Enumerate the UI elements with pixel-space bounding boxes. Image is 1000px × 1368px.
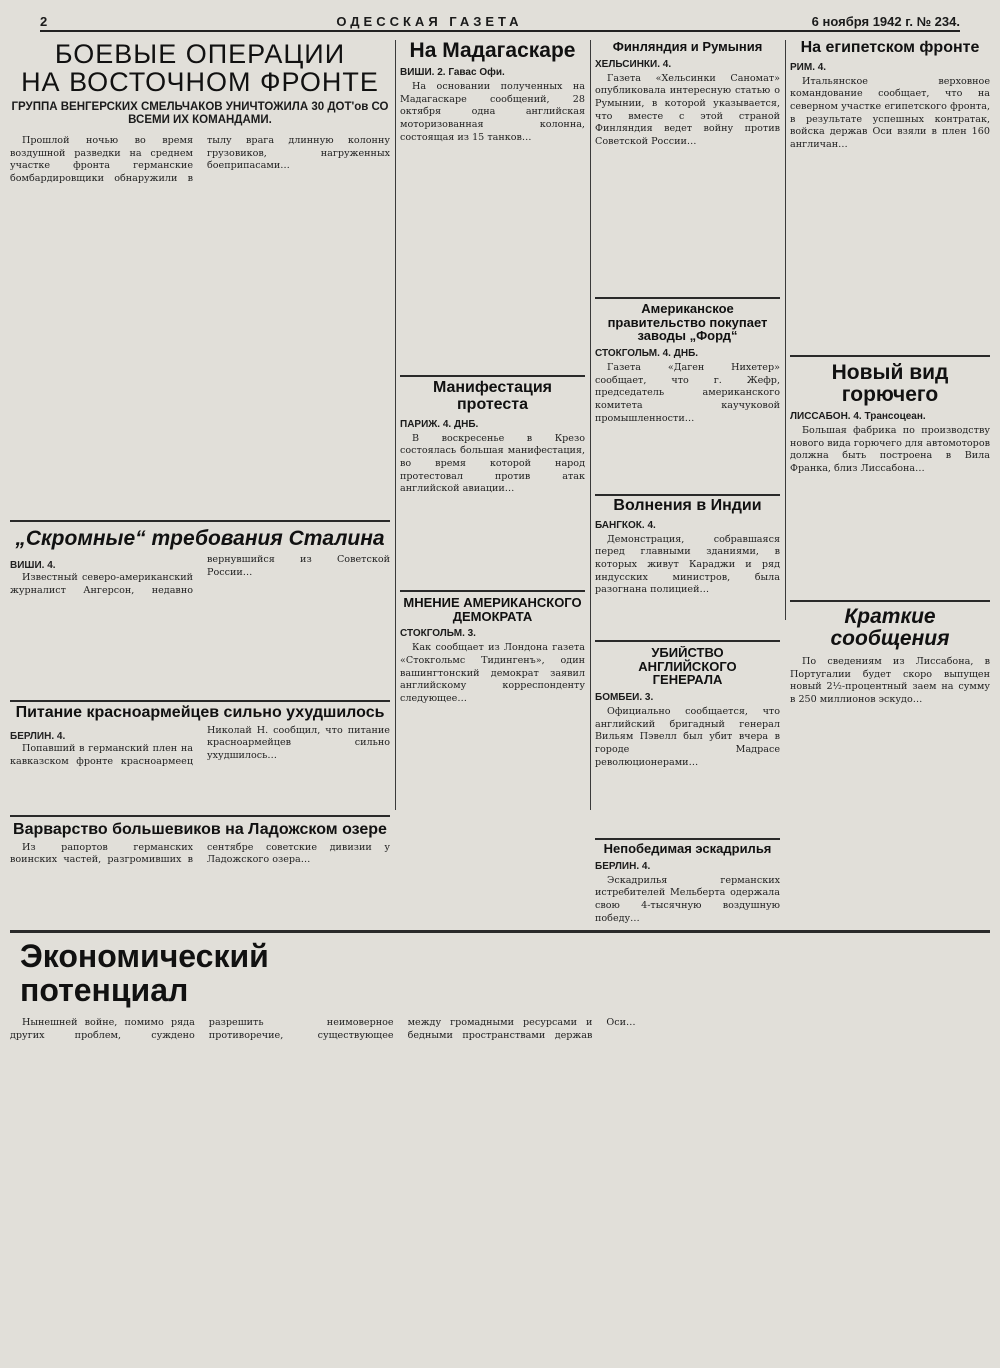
- article-title: Краткие: [844, 606, 936, 628]
- article-body: БЕРЛИН. 4. Попавший в германский плен на кавказском фронте красноармеец Николай Н. сообщил, что питание красноармейцев сильно ухудшилось…: [10, 724, 390, 767]
- divider: [10, 930, 990, 933]
- article-title: ГЕНЕРАЛА: [652, 672, 723, 688]
- article-finland-romania: [595, 40, 780, 290]
- divider: [595, 838, 780, 840]
- article-title: Варварство большевиков на Ладожском озере: [13, 822, 387, 838]
- article-dateline: ХЕЛЬСИНКИ. 4.: [595, 58, 672, 70]
- divider: [595, 494, 780, 496]
- article-title: МНЕНИЕ АМЕРИКАНСКОГО ДЕМОКРАТА: [403, 596, 582, 624]
- article-economic: [10, 940, 990, 1365]
- article-title: Новый вид: [831, 362, 949, 384]
- divider: [595, 640, 780, 642]
- article-briefs: [790, 606, 990, 926]
- issue-date: 6 ноября 1942 г. № 234.: [811, 13, 960, 29]
- article-body: Газета «Хельсинки Саномат» опубликовала интересную статью о Румынии, в которой указывается, что вместе с этой страной Финляндия ведет войну против Советской России…: [595, 72, 780, 147]
- article-body: Прошлой ночью во время воздушной разведки на среднем участке фронта германские бомбардировщики обнаружили в тылу врага длинную колонну грузовиков, нагруженных боеприпасами…: [10, 135, 390, 185]
- article-protest: [400, 380, 585, 590]
- article-body: По сведениям из Лиссабона, в Португалии будет скоро выпущен новый 2½-процентный заем на сумму в 250 миллионов эскудо…: [790, 656, 990, 706]
- article-dateline: РИМ. 4.: [790, 61, 827, 73]
- article-dateline: ПАРИЖ. 4. ДНБ.: [400, 418, 479, 430]
- article-title: БОЕВЫЕ ОПЕРАЦИИ: [54, 40, 346, 69]
- article-body: ВИШИ. 4. Известный северо-американский журналист Ангерсон, недавно вернувшийся из Советской России…: [10, 554, 390, 596]
- article-title: „Скромные“ требования Сталина: [15, 528, 385, 550]
- article-body: Официально сообщается, что английский бригадный генерал Вильям Пэвелл был убит вчера в городе Мадрасе революционерами…: [595, 705, 780, 768]
- page-number: 2: [40, 13, 48, 29]
- column-rule: [590, 40, 591, 810]
- article-dateline: БЕРЛИН. 4.: [595, 860, 651, 872]
- article-red-army: [10, 705, 390, 815]
- divider: [10, 520, 390, 522]
- article-title: На Мадагаскаре: [409, 40, 576, 62]
- article-title: заводы „Форд“: [637, 328, 738, 344]
- article-title: Манифестация протеста: [432, 380, 553, 413]
- article-body: На основании полученных на Мадагаскаре сообщений, 28 октября одна английская моторизованная колонна, состоящая из 15 танков…: [400, 81, 585, 143]
- divider: [400, 590, 585, 592]
- article-title: Непобедимая эскадрилья: [603, 842, 772, 856]
- article-ladoga: [10, 822, 390, 924]
- article-body: Итальянское верховное командование сообщает, что на северном участке египетского фронта, в результате успешных контратак, войска держав Оси взяли в плен 160 англичан…: [790, 75, 990, 151]
- column-rule: [785, 40, 786, 620]
- article-dateline: БОМБЕИ. 3.: [595, 691, 654, 703]
- article-body: Из рапортов германских воинских частей, разгромивших в сентябре советские дивизии у Ладожского озера…: [10, 841, 390, 866]
- article-squadron: [595, 842, 780, 927]
- article-title: Питание красноармейцев сильно ухудшилось: [15, 705, 385, 721]
- divider: [790, 355, 990, 357]
- divider: [10, 815, 390, 817]
- article-dateline: СТОКГОЛЬМ. 4. ДНБ.: [595, 347, 699, 359]
- article-stalin-demands: [10, 528, 390, 698]
- article-title: НА ВОСТОЧНОМ ФРОНТЕ: [21, 67, 379, 98]
- newspaper-name: ОДЕССКАЯ ГАЗЕТА: [336, 13, 523, 29]
- article-east-front: [10, 40, 390, 510]
- article-india: [595, 498, 780, 638]
- article-body: Нынешней войне, помимо ряда других проблем, суждено разрешить неимоверное противоречие, существующее между громадными ресурсами и бедными пространствами держав Оси…: [10, 1017, 636, 1041]
- article-egypt-front: [790, 40, 990, 360]
- article-body: Газета «Даген Нихетер» сообщает, что г. Жефр, председатель американского комитета каучуковой промышленности…: [595, 361, 780, 424]
- divider: [790, 600, 990, 602]
- article-dateline: ВИШИ. 2. Гавас Офи.: [400, 67, 505, 79]
- article-dateline: БАНГКОК. 4.: [595, 519, 656, 531]
- article-title: Американское: [641, 302, 734, 316]
- article-subtitle: ГРУППА ВЕНГЕРСКИХ СМЕЛЬЧАКОВ УНИЧТОЖИЛА 30 ДОТ'ов СО ВСЕМИ ИХ КОМАНДАМИ.: [11, 100, 389, 126]
- article-title: УБИЙСТВО: [651, 646, 724, 660]
- masthead: [40, 12, 960, 32]
- article-title: Финляндия и Румыния: [612, 40, 763, 54]
- article-dateline: ЛИССАБОН. 4. Трансоцеан.: [790, 411, 926, 423]
- article-dateline: СТОКГОЛЬМ. 3.: [400, 628, 476, 640]
- article-body: Как сообщает из Лондона газета «Стокгольмс Тидингенъ», один вашингтонский демократ заявил английскому корреспонденту следующее…: [400, 642, 585, 704]
- article-title: Волнения в Индии: [613, 498, 762, 514]
- article-title: сообщения: [830, 627, 950, 651]
- column-rule: [395, 40, 396, 810]
- article-title: Экономический потенциал: [20, 940, 269, 1008]
- article-us-democrat: [400, 596, 585, 926]
- divider: [400, 375, 585, 377]
- article-title: горючего: [841, 383, 939, 407]
- article-title: На египетском фронте: [800, 40, 980, 56]
- article-title: правительство покупает: [607, 314, 768, 330]
- article-ford: [595, 302, 780, 492]
- article-body: Эскадрилья германских истребителей Мельберта одержала свою 4-тысячную воздушную победу…: [595, 874, 780, 924]
- article-general: [595, 646, 780, 836]
- divider: [10, 700, 390, 702]
- article-body: В воскресенье в Крезо состоялась большая манифестация, во время которой народ протестовал против атак английской авиации…: [400, 432, 585, 495]
- article-fuel: [790, 362, 990, 602]
- article-title: АНГЛИЙСКОГО: [638, 658, 737, 674]
- divider: [595, 297, 780, 299]
- article-body: Демонстрация, собравшаяся перед главными зданиями, в которых живут Караджи и ряд индусских министров, была разогнана полицией…: [595, 533, 780, 596]
- article-body: Большая фабрика по производству нового вида горючего для автомоторов должна быть построена в Вила Франка, близ Лиссабона…: [790, 425, 990, 475]
- article-madagascar: [400, 40, 585, 370]
